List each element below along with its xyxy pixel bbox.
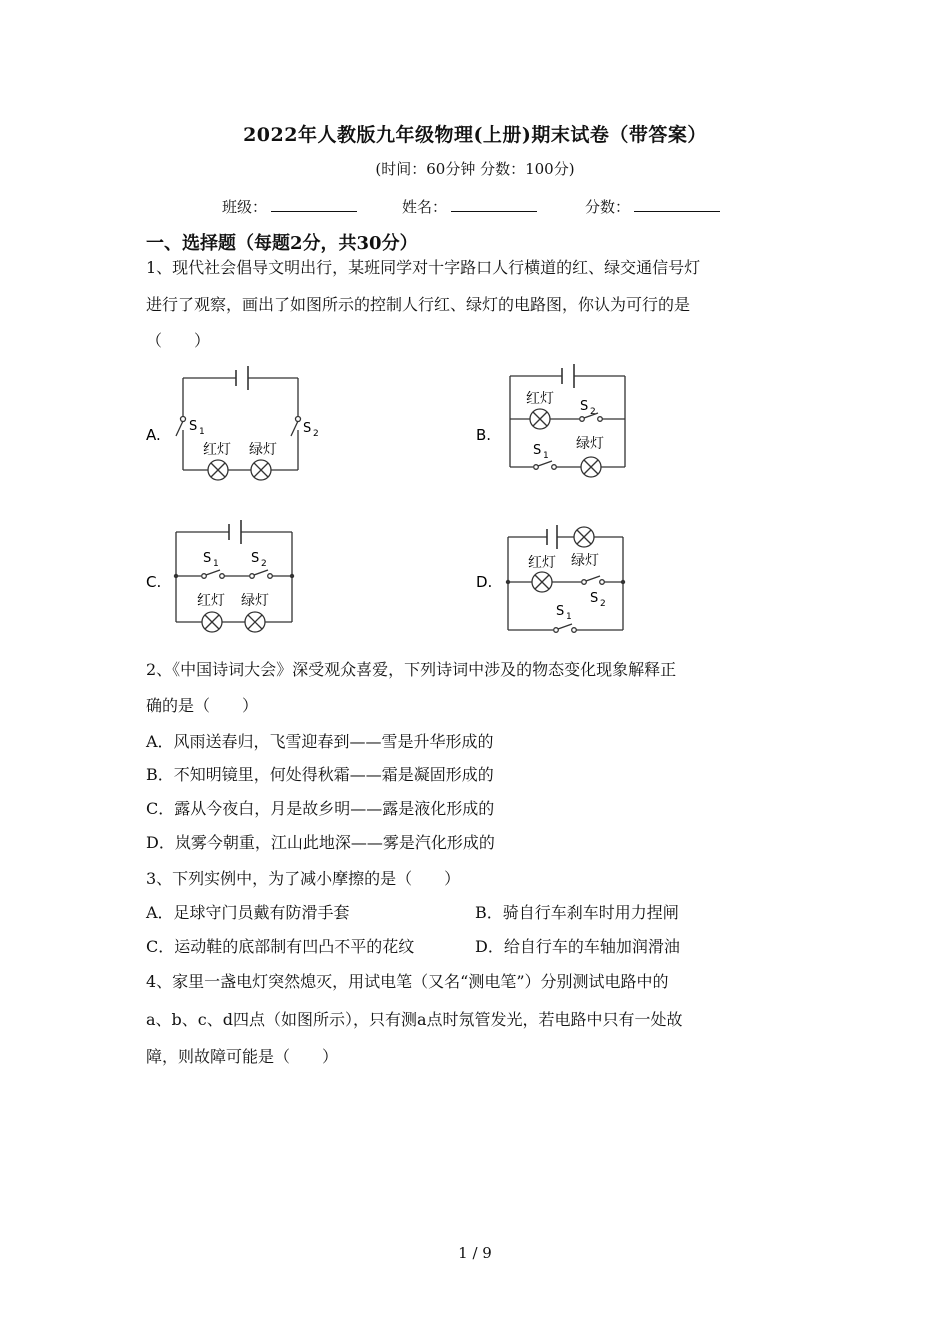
q1-line-1: 1、现代社会倡导文明出行，某班同学对十字路口人行横道的红、绿交通信号灯 <box>146 258 701 277</box>
q1-line-2: 进行了观察，画出了如图所示的控制人行红、绿灯的电路图，你认为可行的是 <box>146 295 691 314</box>
lamp-a-green <box>251 460 271 480</box>
lamp-a-red <box>208 460 228 480</box>
lamp-c-green-label: 绿灯 <box>241 593 269 609</box>
lamp-c-red <box>202 612 222 632</box>
score-label: 分数： <box>585 198 631 216</box>
option-d-label[interactable]: D. <box>476 573 493 591</box>
switch-c-s2-label: S <box>251 551 260 566</box>
q2-line-1: 2、《中国诗词大会》深受观众喜爱，下列诗词中涉及的物态变化现象解释正 <box>146 660 677 679</box>
lamp-b-red-label: 红灯 <box>526 391 554 407</box>
svg-text:1: 1 <box>213 559 219 569</box>
svg-text:2: 2 <box>600 599 606 609</box>
q4-line-3: 障，则故障可能是（ ） <box>146 1047 339 1066</box>
exam-meta: (时间：60分钟 分数：100分) <box>375 160 575 178</box>
q2-line-2: 确的是（ ） <box>146 696 259 715</box>
svg-text:1: 1 <box>543 451 549 461</box>
svg-text:1: 1 <box>199 427 205 437</box>
lamp-c-red-label: 红灯 <box>197 593 225 609</box>
junction-dot <box>290 574 294 578</box>
section-title: 一、选择题（每题2分，共30分） <box>146 233 418 254</box>
q2-option-b[interactable]: B．不知明镜里，何处得秋霜——霜是凝固形成的 <box>146 765 494 784</box>
lamp-b-green-label: 绿灯 <box>576 436 604 452</box>
lamp-a-green-label: 绿灯 <box>249 442 277 458</box>
lamp-b-red <box>530 409 550 429</box>
circuit-a <box>176 366 301 470</box>
q3-stem: 3、下列实例中，为了减小摩擦的是（ ） <box>146 869 461 888</box>
class-label: 班级： <box>222 198 268 216</box>
q4-line-2: a、b、c、d四点（如图所示），只有测a点时氖管发光，若电路中只有一处故 <box>146 1010 683 1029</box>
q4-line-1: 4、家里一盏电灯突然熄灭，用试电笔（又名“测电笔”）分别测试电路中的 <box>146 972 669 991</box>
svg-text:2: 2 <box>261 559 267 569</box>
circuit-c <box>176 520 292 622</box>
name-label: 姓名： <box>402 198 448 216</box>
page-number: 1 / 9 <box>458 1244 492 1262</box>
switch-d-s1-label: S <box>556 604 565 619</box>
lamp-d-green-label: 绿灯 <box>571 553 599 569</box>
lamp-c-green <box>245 612 265 632</box>
svg-text:1: 1 <box>566 612 572 622</box>
q2-option-d[interactable]: D．岚雾今朝重，江山此地深——雾是汽化形成的 <box>146 833 495 852</box>
option-c-label[interactable]: C. <box>146 573 162 591</box>
lamp-d-red-label: 红灯 <box>528 555 556 571</box>
lamp-a-red-label: 红灯 <box>203 442 231 458</box>
q2-option-c[interactable]: C．露从今夜白，月是故乡明——露是液化形成的 <box>146 799 495 818</box>
q1-circuit-diagrams <box>0 0 950 660</box>
junction-dot <box>506 580 510 584</box>
switch-d-s2-label: S <box>590 591 599 606</box>
option-b-label[interactable]: B. <box>476 426 492 444</box>
q3-option-c[interactable]: C．运动鞋的底部制有凹凸不平的花纹 <box>146 937 415 956</box>
svg-text:2: 2 <box>313 429 319 439</box>
switch-b-s2-label: S <box>580 399 589 414</box>
option-a-label[interactable]: A. <box>146 426 161 444</box>
switch-a-s2-label: S <box>303 421 312 436</box>
q2-option-a[interactable]: A．风雨送春归，飞雪迎春到——雪是升华形成的 <box>146 732 494 751</box>
lamp-d-red <box>532 572 552 592</box>
svg-text:2: 2 <box>590 407 596 417</box>
switch-b-s1-label: S <box>533 443 542 458</box>
switch-c-s1-label: S <box>203 551 212 566</box>
q1-line-3: （ ） <box>146 331 211 350</box>
q3-option-a[interactable]: A．足球守门员戴有防滑手套 <box>146 903 350 922</box>
page-title: 2022年人教版九年级物理(上册)期末试卷（带答案） <box>243 124 707 146</box>
q3-option-b[interactable]: B．骑自行车刹车时用力捏闸 <box>475 903 679 922</box>
junction-dot <box>621 580 625 584</box>
lamp-d-top <box>574 527 594 547</box>
q3-option-d[interactable]: D．给自行车的车轴加润滑油 <box>475 937 680 956</box>
circuit-b <box>510 364 625 469</box>
lamp-b-green <box>581 457 601 477</box>
switch-a-s1-label: S <box>189 419 198 434</box>
junction-dot <box>174 574 178 578</box>
